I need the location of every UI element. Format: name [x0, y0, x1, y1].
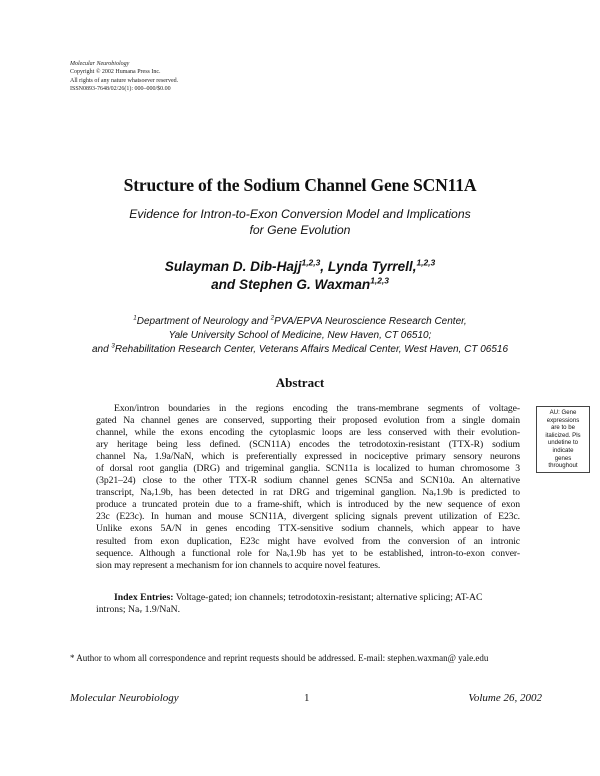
author-line-1	[0, 258, 600, 276]
header-journal-name: Molecular Neurobiology	[70, 61, 130, 67]
note-line: AU: Gene	[549, 409, 577, 416]
abstract-line: channel Naᵥ 1.9a/NaN, which is preferentially expressed in nociceptive primary sensory neurons	[96, 451, 520, 463]
abstract-line: of dorsal root ganglia (DRG) and trigeminal ganglia. SCN11a is localized to human chromosome 3	[96, 463, 520, 475]
affiliation-line-3	[0, 343, 600, 357]
affiliation-text: Department of Neurology and	[136, 316, 271, 327]
author-name: Sulayman D. Dib-Hajj	[164, 259, 302, 274]
abstract-line: resulted from exon duplication, E23c might have evolved from the conversion of an intronic	[96, 535, 520, 547]
header-issn: ISSN0893-7648/02/26(1): 000–000/$0.00	[70, 86, 171, 93]
affiliation-mark: 1	[133, 314, 137, 322]
author-conjunction: and	[211, 277, 240, 292]
author-affiliation-mark: 1,2,3	[370, 275, 389, 286]
note-line: throughout	[548, 462, 578, 470]
author-line-2	[0, 276, 600, 294]
abstract-body	[96, 403, 520, 572]
header-copyright: Copyright © 2002 Humana Press Inc.	[70, 69, 161, 76]
footer-journal: Molecular Neurobiology	[70, 692, 179, 704]
note-line: genes	[554, 454, 572, 462]
journal-header	[70, 60, 178, 94]
article-title: Structure of the Sodium Channel Gene SCN11A	[123, 175, 477, 195]
correspondence-footnote: * Author to whom all correspondence and reprint requests should be addressed. E-mail: stephen.waxman@ yale.edu	[70, 653, 489, 663]
note-line: undetine to	[547, 439, 579, 447]
abstract-line: ary heritage being less defined. (SCN11A) encodes the tetrodotoxin-resistant (TTX-R) sodium	[96, 439, 520, 451]
abstract-heading: Abstract	[275, 375, 325, 390]
abstract-line: sion may represent a mechanism for ion channels to acquire novel features.	[96, 559, 381, 571]
abstract-line: sequence. Although a functional role for Naᵥ1.9b has yet to be established, intron-to-exon conver-	[96, 547, 520, 559]
affiliation-mark: 2	[270, 314, 275, 322]
article-subtitle	[0, 206, 600, 238]
author-separator: ,	[320, 259, 328, 274]
abstract-line: produce a truncated protein due to a frame-shift, which is introduced by the new sequence of exon	[96, 499, 520, 511]
affiliation-line-2: Yale University School of Medicine, New Haven, CT 06510;	[168, 329, 432, 341]
note-line: indicate	[552, 446, 574, 454]
index-line-2: introns; Naᵥ 1.9/NaN.	[96, 604, 181, 616]
abstract-line: 23c (E23c). In human and mouse SCN11A, divergent splicing signals prevent utilization of E23c.	[96, 511, 520, 523]
abstract-line: transcript, Naᵥ1.9b, has been detected in rat DRG and trigeminal ganglion. Naᵥ1.9b is predicted to	[96, 487, 520, 499]
subtitle-line-2: for Gene Evolution	[249, 223, 351, 237]
affiliation-text: and	[91, 343, 112, 355]
index-entries	[96, 592, 520, 616]
abstract-line: Exon/intron boundaries in the regions encoding the trans-membrane segments of voltage-	[114, 403, 520, 414]
author-affiliation-mark: 1,2,3	[301, 257, 321, 268]
header-rights: All rights of any nature whatsoever reserved.	[70, 77, 179, 84]
author-name: Lynda Tyrrell,	[327, 259, 417, 274]
author-affiliation-mark: 1,2,3	[416, 257, 436, 268]
affiliation-line-1	[0, 315, 600, 329]
note-line: expressions	[546, 416, 580, 424]
index-entries-text: Voltage-gated; ion channels; tetrodotoxin-resistant; alternative splicing; AT-AC	[173, 592, 483, 603]
author-list	[0, 258, 600, 294]
abstract-line: (3p21–24) close to the other TTX-R sodium channel genes SCN5a and SCN10a. An alternative	[96, 475, 520, 487]
abstract-line: Unlike exons 5A/N in genes encoding TTX-sensitive sodium channels, which appear to have	[96, 523, 520, 535]
abstract-line: gated Na channel genes are conserved, supporting their proposed evolution from a single domain	[96, 415, 520, 427]
author-query-note	[536, 406, 590, 473]
footer-volume: Volume 26, 2002	[468, 692, 542, 704]
affiliation-text: Rehabilitation Research Center, Veterans Affairs Medical Center, West Haven, CT 06516	[114, 343, 509, 355]
affiliation-text: PVA/EPVA Neuroscience Research Center,	[274, 316, 467, 327]
subtitle-line-1: Evidence for Intron-to-Exon Conversion Model and Implications	[129, 207, 471, 221]
page-number: 1	[304, 692, 310, 704]
author-name: Stephen G. Waxman	[239, 277, 371, 292]
affiliations	[0, 315, 600, 356]
index-line-1	[96, 592, 520, 604]
index-entries-label: Index Entries:	[114, 592, 174, 603]
note-line: are to be	[550, 424, 576, 432]
abstract-line: channel, while the exons encoding the cytoplasmic loops are less conserved with their evolution-	[96, 427, 520, 439]
note-line: italicized. Pls	[545, 431, 581, 439]
affiliation-mark: 3	[111, 342, 115, 350]
